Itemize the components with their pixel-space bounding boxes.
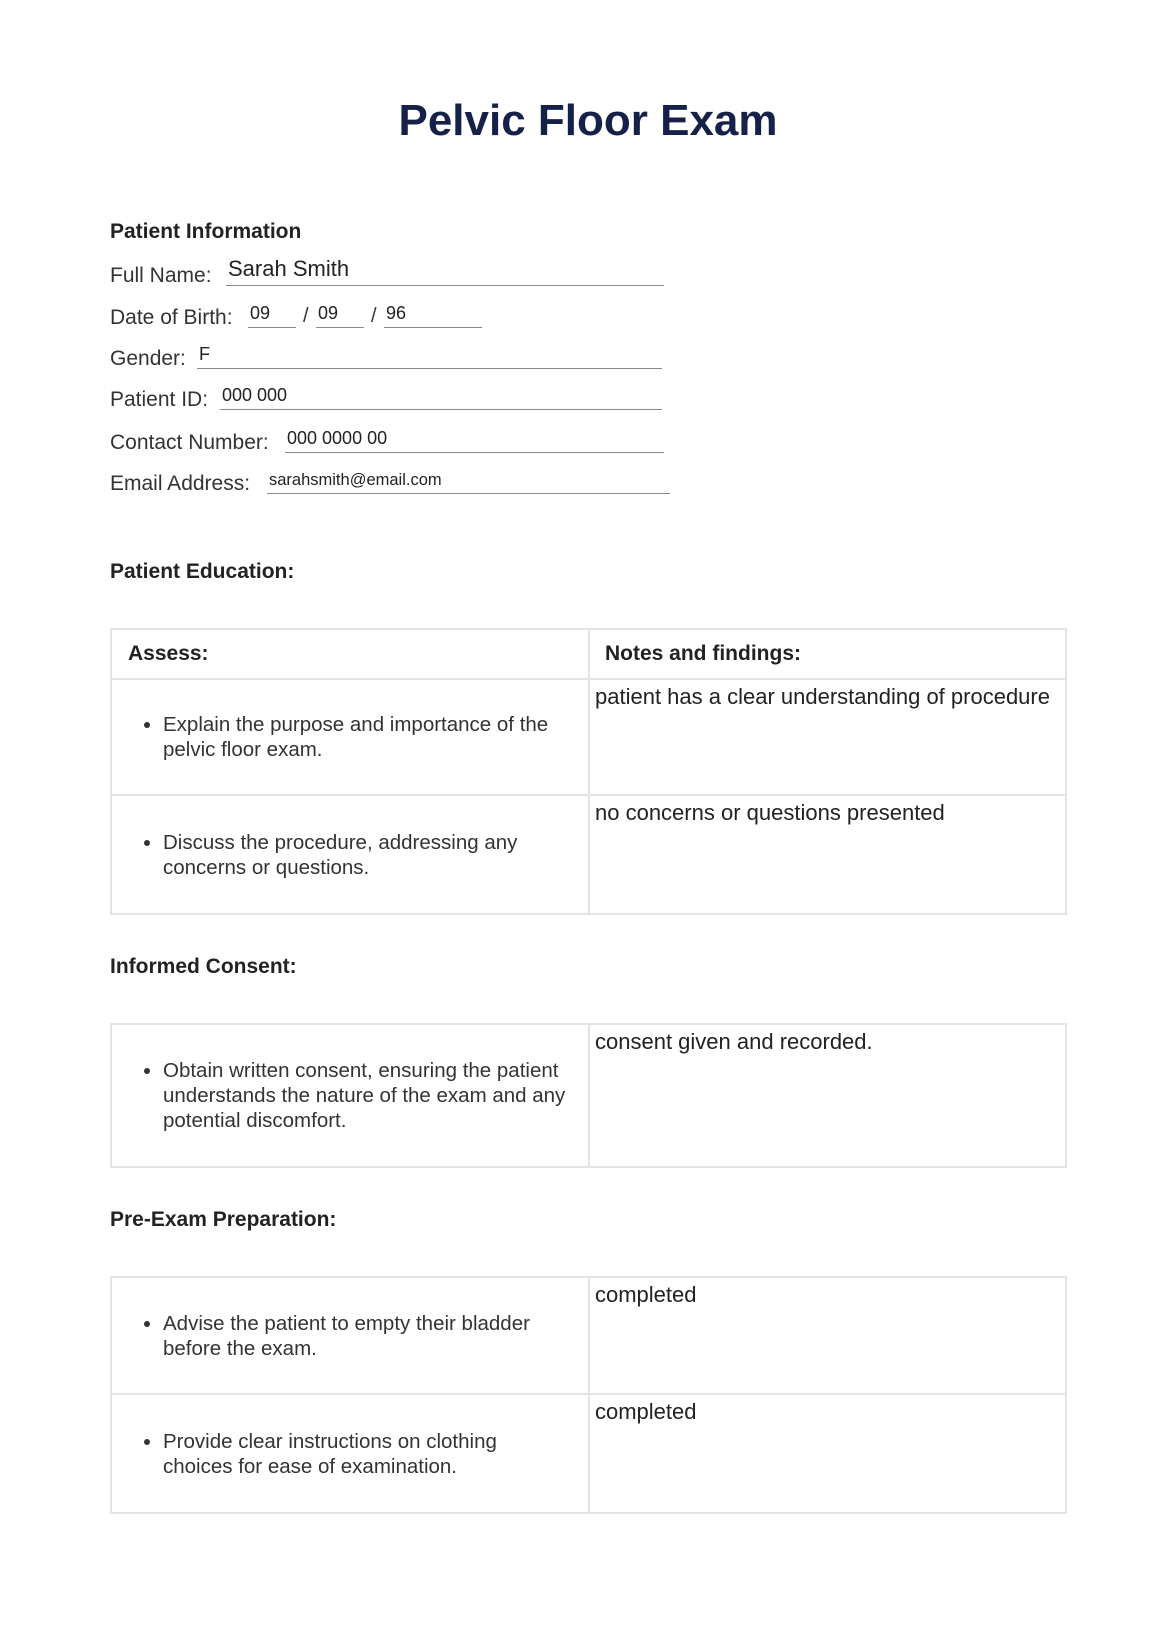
full-name-label: Full Name: [110, 264, 212, 287]
pre-exam-preparation-table [110, 1276, 1067, 1514]
notes-cell[interactable]: no concerns or questions presented [589, 795, 1066, 914]
patient-id-label: Patient ID: [110, 388, 209, 411]
table-row [111, 679, 1066, 795]
patient-id-value: 000 000 [222, 385, 288, 405]
patient-education-heading: Patient Education: [110, 560, 295, 583]
full-name-field[interactable] [226, 256, 664, 286]
full-name-value: Sarah Smith [228, 256, 350, 281]
table-row [111, 795, 1066, 914]
assess-cell [111, 679, 589, 795]
page-title: Pelvic Floor Exam [398, 96, 778, 145]
notes-cell[interactable]: completed [589, 1277, 1066, 1394]
assess-column-header: Assess: [111, 629, 589, 679]
pre-exam-preparation-heading: Pre-Exam Preparation: [110, 1208, 337, 1231]
informed-consent-table [110, 1023, 1067, 1168]
full-name-row [110, 258, 670, 288]
email-address-field[interactable] [267, 471, 670, 494]
assess-item: • Obtain written consent, ensuring the patient understands the nature of the exam and any potential discomfort. [163, 1058, 568, 1133]
patient-id-field[interactable] [220, 387, 662, 410]
assess-item: • Discuss the procedure, addressing any concerns or questions. [163, 830, 568, 880]
patient-information-heading: Patient Information [110, 220, 302, 243]
table-header-row [111, 629, 1066, 679]
notes-column-header: Notes and findings: [589, 629, 1066, 679]
gender-row [110, 341, 670, 371]
dob-day-value: 09 [250, 303, 271, 323]
notes-cell[interactable]: completed [589, 1394, 1066, 1513]
patient-education-table [110, 628, 1067, 915]
patient-id-row [110, 382, 670, 412]
assess-cell [111, 1277, 589, 1394]
dob-separator: / [303, 305, 309, 327]
assess-item: • Provide clear instructions on clothing choices for ease of examination. [163, 1429, 568, 1479]
contact-number-row [110, 425, 670, 455]
email-address-value: sarahsmith@email.com [269, 471, 442, 489]
dob-year-field[interactable] [384, 305, 482, 328]
gender-label: Gender: [110, 347, 186, 370]
dob-separator: / [371, 305, 377, 327]
notes-cell[interactable]: patient has a clear understanding of procedure [589, 679, 1066, 795]
informed-consent-heading: Informed Consent: [110, 955, 297, 978]
assess-cell [111, 1024, 589, 1167]
table-row [111, 1024, 1066, 1167]
email-address-label: Email Address: [110, 472, 251, 495]
assess-item: • Explain the purpose and importance of the pelvic floor exam. [163, 712, 568, 762]
contact-number-label: Contact Number: [110, 431, 269, 454]
gender-value: F [199, 344, 210, 364]
contact-number-value: 000 0000 00 [287, 428, 388, 448]
table-row [111, 1394, 1066, 1513]
dob-month-value: 09 [318, 303, 339, 323]
date-of-birth-row [110, 300, 510, 330]
email-address-row [110, 466, 670, 496]
contact-number-field[interactable] [285, 430, 664, 453]
dob-year-value: 96 [386, 303, 407, 323]
gender-field[interactable] [197, 346, 662, 369]
assess-item: • Advise the patient to empty their bladder before the exam. [163, 1311, 568, 1361]
dob-month-field[interactable] [316, 305, 364, 328]
dob-day-field[interactable] [248, 305, 296, 328]
assess-cell [111, 795, 589, 914]
date-of-birth-label: Date of Birth: [110, 306, 233, 329]
notes-cell[interactable]: consent given and recorded. [589, 1024, 1066, 1167]
assess-cell [111, 1394, 589, 1513]
table-row [111, 1277, 1066, 1394]
